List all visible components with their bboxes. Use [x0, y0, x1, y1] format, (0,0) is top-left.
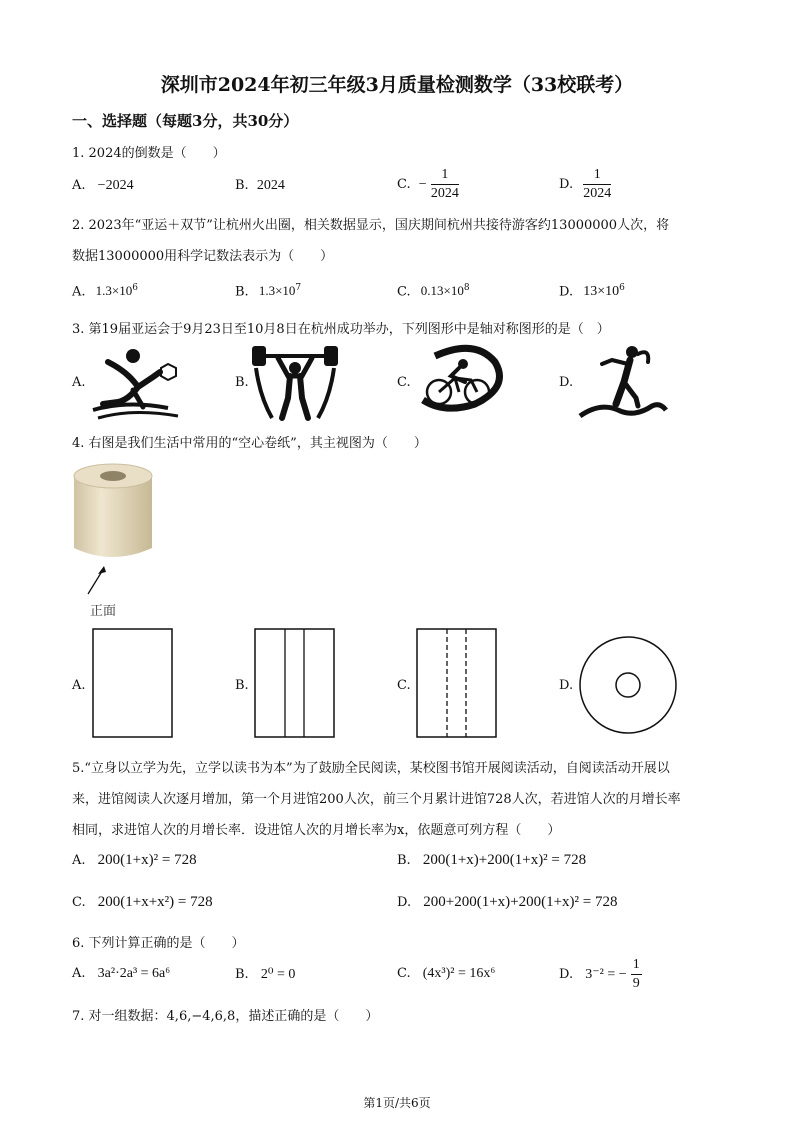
q4-option-c-rectangle-with-dashed-lines	[416, 628, 498, 740]
option-value: 1.3×10	[258, 283, 296, 299]
option-label: C.	[397, 177, 411, 192]
q4-option-c-label: C.	[397, 678, 411, 693]
section-heading: 一、选择题（每题3分，共30分）	[72, 112, 299, 130]
rhythmic-gymnastics-pictogram	[578, 342, 668, 422]
option-value: −2024	[97, 178, 134, 193]
option-value: 1.3×10	[95, 283, 133, 299]
question-3: 3. 第19届亚运会于9月23日至10月8日在杭州成功举办，下列图形中是轴对称图形的是（ ）	[72, 322, 610, 337]
q3-option-a-label: A.	[72, 375, 86, 390]
q5-option-c	[72, 894, 213, 911]
option-label: B.	[397, 853, 411, 868]
question-2-line-1: 2. 2023年“亚运＋双节”让杭州火出圈，相关数据显示，国庆期间杭州共接待游客约13000000人次，将	[72, 218, 670, 233]
q6-option-a	[72, 966, 170, 982]
numerator: 1	[583, 166, 611, 185]
numerator: 1	[631, 956, 642, 975]
q6-option-d	[559, 956, 642, 993]
option-equation: 200(1+x)² = 728	[97, 852, 197, 868]
q3-option-b-label: B.	[235, 375, 249, 390]
question-6: 6. 下列计算正确的是（ ）	[72, 936, 245, 951]
q6-option-c	[397, 966, 495, 982]
exponent: 8	[463, 283, 470, 293]
option-label: A.	[72, 178, 86, 193]
exponent: 7	[295, 283, 302, 293]
q1-option-b	[235, 178, 285, 194]
option-equation: 200(1+x)+200(1+x)² = 728	[422, 852, 587, 868]
q5-option-a	[72, 852, 197, 869]
fraction	[631, 956, 642, 993]
option-equation: 200+200(1+x)+200(1+x)² = 728	[423, 894, 618, 910]
option-label: C.	[397, 966, 411, 981]
option-equation: 3⁻² = −	[585, 967, 627, 982]
q2-option-a	[72, 283, 138, 299]
question-5-line-2: 来，进馆阅读人次逐月增加，第一个月进馆200人次，前三个月累计进馆728人次，若进馆人次的月增长率	[72, 792, 681, 807]
option-equation: 3a²·2a³ = 6a⁶	[97, 966, 171, 981]
q4-option-d-label: D.	[559, 678, 574, 693]
option-label: B.	[235, 284, 249, 300]
minus-sign: −	[418, 176, 427, 192]
q4-option-a-label: A.	[72, 678, 86, 693]
q4-option-b-label: B.	[235, 678, 249, 693]
q2-option-b	[235, 283, 301, 299]
denominator: 2024	[430, 186, 459, 201]
exponent: 6	[619, 283, 625, 293]
option-equation: 2⁰ = 0	[260, 967, 296, 982]
option-label: D.	[559, 967, 574, 982]
question-1: 1. 2024的倒数是（ ）	[72, 146, 226, 161]
question-5-line-3: 相同，求进馆人次的月增长率．设进馆人次的月增长率为x，依题意可列方程（ ）	[72, 823, 561, 838]
question-5-line-1: 5.“立身以立学为先，立学以读书为本”为了鼓励全民阅读，某校图书馆开展阅读活动，自阅读活动开展以	[72, 761, 670, 776]
q3-option-d-label: D.	[559, 375, 574, 390]
q5-option-b	[397, 852, 586, 869]
q4-option-b-rectangle-with-lines	[254, 628, 336, 740]
question-2-line-2: 数据13000000用科学记数法表示为（ ）	[72, 249, 334, 264]
option-label: A.	[72, 284, 86, 300]
option-label: C.	[72, 895, 86, 910]
option-label: D.	[559, 177, 574, 192]
fraction	[583, 166, 611, 203]
q4-option-d-ring	[578, 630, 680, 740]
q5-option-d	[397, 894, 618, 911]
option-label: C.	[397, 284, 411, 300]
front-view-label: 正面	[90, 604, 117, 619]
page-title: 深圳市2024年初三年级3月质量检测数学（33校联考）	[160, 74, 634, 96]
option-value: 13×10	[583, 284, 620, 300]
q1-option-c	[397, 166, 459, 203]
exponent: 6	[132, 283, 138, 293]
option-value: 2024	[256, 178, 285, 193]
volleyball-pictogram	[88, 342, 183, 422]
fraction	[431, 166, 459, 203]
cycling-pictogram	[415, 342, 510, 422]
page-footer: 第1页/共6页	[363, 1096, 431, 1110]
q6-option-b	[235, 966, 295, 983]
option-label: A.	[72, 966, 86, 981]
q1-option-a	[72, 178, 134, 194]
option-label: D.	[559, 284, 574, 300]
toilet-paper-roll-image	[68, 462, 164, 612]
option-value: 0.13×10	[420, 283, 464, 299]
weightlifting-pictogram	[250, 342, 340, 422]
denominator: 9	[632, 976, 640, 991]
denominator: 2024	[583, 186, 612, 201]
q2-option-c	[397, 283, 470, 299]
option-label: D.	[397, 895, 412, 910]
option-equation: (4x³)² = 16x⁶	[422, 966, 496, 981]
numerator: 1	[431, 166, 459, 185]
option-label: B.	[235, 178, 249, 193]
q3-option-c-label: C.	[397, 375, 411, 390]
q1-option-d	[559, 166, 611, 203]
option-label: B.	[235, 967, 249, 982]
q2-option-d	[559, 283, 625, 300]
question-4: 4. 右图是我们生活中常用的“空心卷纸”，其主视图为（ ）	[72, 436, 427, 451]
q4-option-a-rectangle	[92, 628, 174, 740]
option-label: A.	[72, 853, 86, 868]
option-equation: 200(1+x+x²) = 728	[97, 894, 213, 910]
question-7: 7. 对一组数据：4,6,−4,6,8，描述正确的是（ ）	[72, 1009, 379, 1024]
